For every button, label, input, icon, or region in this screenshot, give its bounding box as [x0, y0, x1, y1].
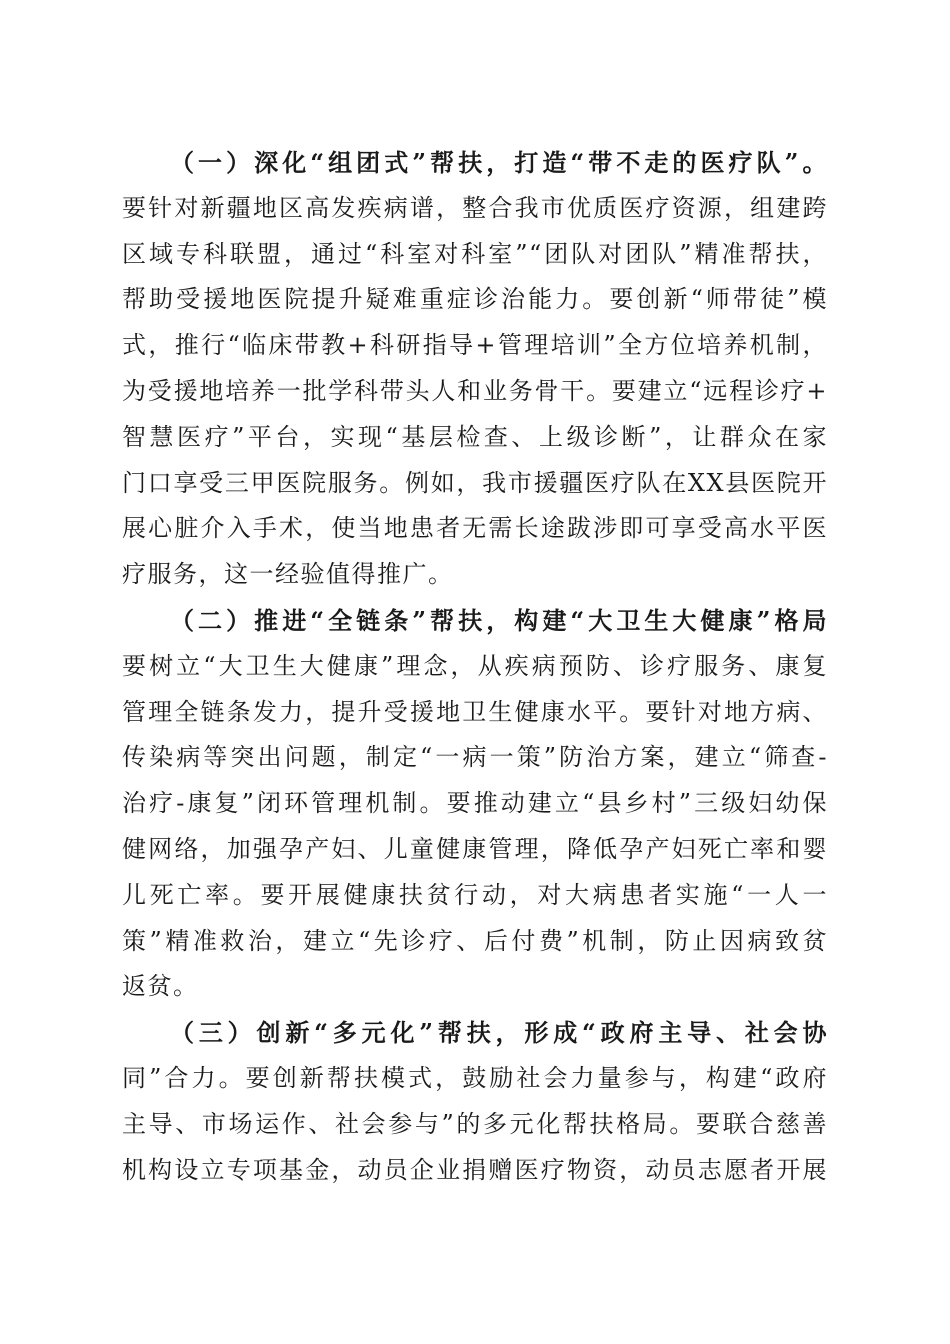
body-line: 传染病等突出问题，制定“一病一策”防治方案，建立“筛查- [122, 743, 828, 772]
body-line: 治疗-康复”闭环管理机制。要推动建立“县乡村”三级妇幼保 [122, 789, 828, 818]
body-line: 智慧医疗”平台，实现“基层检查、上级诊断”，让群众在家 [122, 422, 828, 451]
body-line: 管理全链条发力，提升受援地卫生健康水平。要针对地方病、 [122, 697, 828, 726]
body-line: 儿死亡率。要开展健康扶贫行动，对大病患者实施“一人一 [122, 880, 828, 909]
body-line: 疗服务，这一经验值得推广。 [122, 560, 454, 589]
section-heading: （三）创新“多元化”帮扶，形成“政府主导、社会协 [170, 1018, 828, 1048]
section-heading: （二）推进“全链条”帮扶，构建“大卫生大健康”格局 [170, 605, 828, 635]
body-line: 式，推行“临床带教+科研指导+管理培训”全方位培养机制， [122, 331, 828, 360]
body-line: 为受援地培养一批学科带头人和业务骨干。要建立“远程诊疗+ [122, 376, 828, 405]
body-line: 机构设立专项基金，动员企业捐赠医疗物资，动员志愿者开展 [122, 1155, 828, 1184]
body-line: 要树立“大卫生大健康”理念，从疾病预防、诊疗服务、康复 [122, 651, 828, 680]
body-line: 要针对新疆地区高发疾病谱，整合我市优质医疗资源，组建跨 [122, 193, 828, 222]
body-line: 区域专科联盟，通过“科室对科室”“团队对团队”精准帮扶， [122, 239, 828, 268]
body-line: 同”合力。要创新帮扶模式，鼓励社会力量参与，构建“政府 [122, 1063, 828, 1092]
body-line: 健网络，加强孕产妇、儿童健康管理，降低孕产妇死亡率和婴 [122, 834, 828, 863]
body-line: 策”精准救治，建立“先诊疗、后付费”机制，防止因病致贫 [122, 926, 828, 955]
body-line: 主导、市场运作、社会参与”的多元化帮扶格局。要联合慈善 [122, 1109, 828, 1138]
body-line: 帮助受援地医院提升疑难重症诊治能力。要创新“师带徒”模 [122, 285, 828, 314]
body-line: 返贫。 [122, 972, 199, 1001]
section-heading: （一）深化“组团式”帮扶，打造“带不走的医疗队”。 [170, 148, 828, 177]
body-line: 门口享受三甲医院服务。例如，我市援疆医疗队在XX县医院开 [122, 468, 828, 497]
document-body [122, 140, 828, 1193]
body-line: 展心脏介入手术，使当地患者无需长途跋涉即可享受高水平医 [122, 514, 828, 543]
